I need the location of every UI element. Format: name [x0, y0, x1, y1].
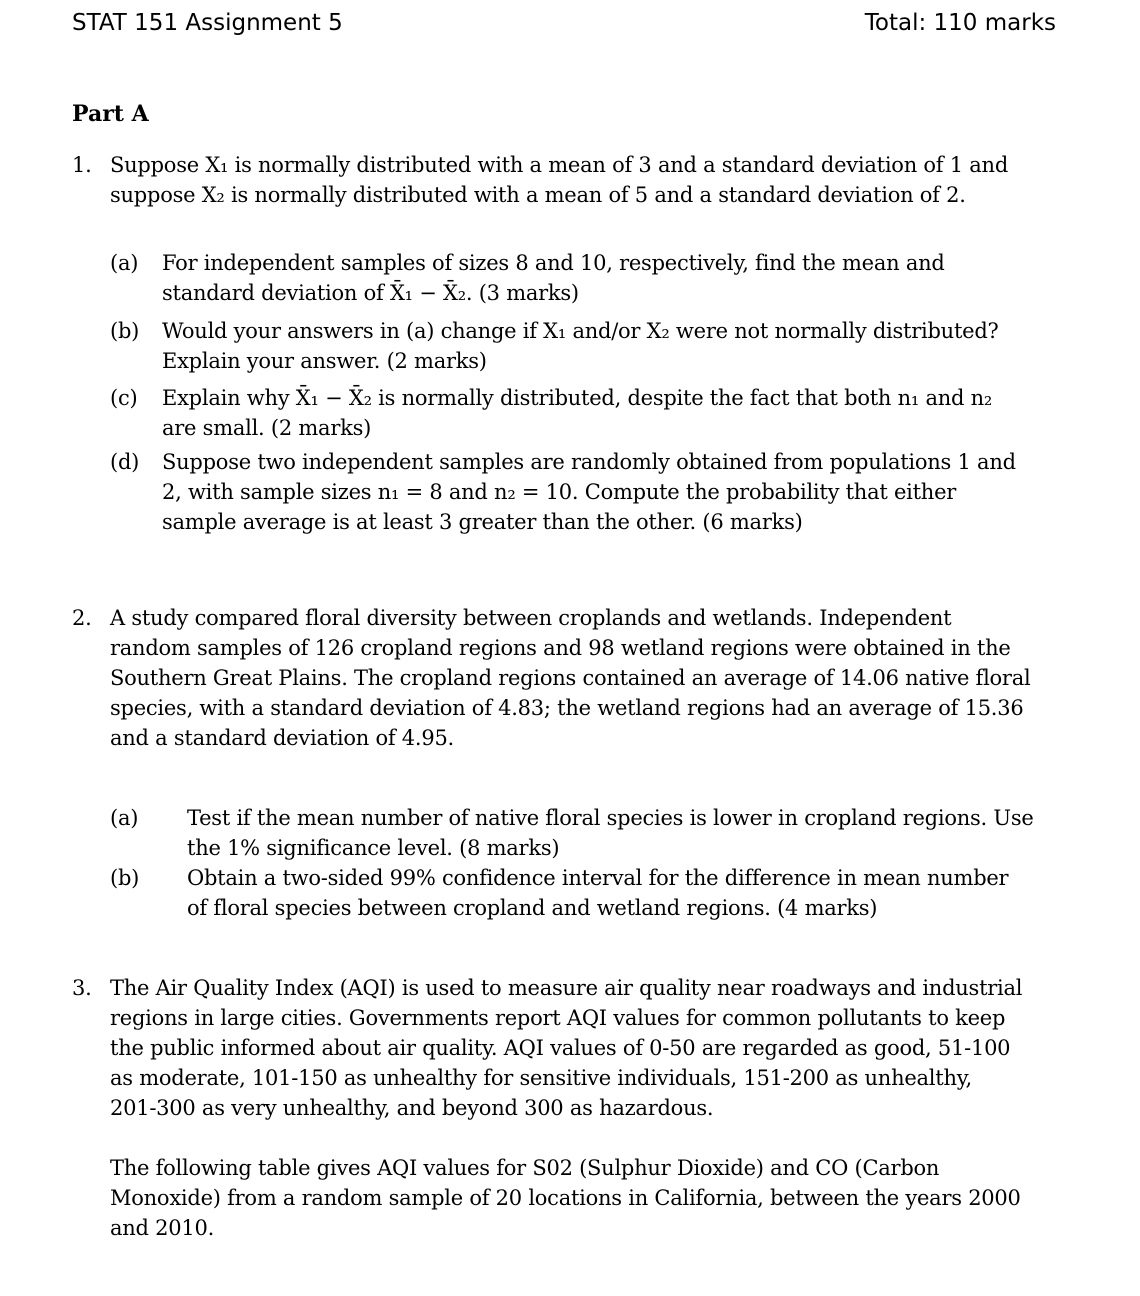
subquestion-text-line: Explain your answer. (2 marks)	[162, 349, 487, 373]
subquestion-text-line: standard deviation of X̄₁ − X̄₂. (3 marks)	[162, 281, 579, 305]
subquestion-label: (a)	[110, 806, 139, 830]
question-text-line: The Air Quality Index (AQI) is used to measure air quality near roadways and industrial	[110, 976, 1023, 1000]
question-text-line: and 2010.	[110, 1216, 215, 1240]
part-title: Part A	[72, 101, 149, 127]
question-text-line: suppose X₂ is normally distributed with a mean of 5 and a standard deviation of 2.	[110, 183, 966, 207]
question-1	[72, 150, 1072, 210]
question-3-paragraph-2	[72, 1153, 1082, 1243]
subquestion-text-line: Explain why X̄₁ − X̄₂ is normally distributed, despite the fact that both n₁ and n₂	[162, 386, 993, 410]
subquestion-text-line: the 1% significance level. (8 marks)	[187, 836, 560, 860]
question-text-line: and a standard deviation of 4.95.	[110, 726, 454, 750]
question-text-line: species, with a standard deviation of 4.83; the wetland regions had an average of 15.36	[110, 696, 1024, 720]
question-text-line: the public informed about air quality. AQI values of 0-50 are regarded as good, 51-100	[110, 1036, 1011, 1060]
question-text-line: random samples of 126 cropland regions and 98 wetland regions were obtained in the	[110, 636, 1011, 660]
question-number: 1.	[72, 153, 92, 177]
total-marks: Total: 110 marks	[864, 10, 1056, 36]
subquestion-text-line: are small. (2 marks)	[162, 416, 372, 440]
page-header	[72, 10, 1056, 44]
question-number: 2.	[72, 606, 92, 630]
question-text-line: regions in large cities. Governments report AQI values for common pollutants to keep	[110, 1006, 1006, 1030]
subquestion-text-line: Would your answers in (a) change if X₁ and/or X₂ were not normally distributed?	[162, 319, 999, 343]
subquestion-text-line: Test if the mean number of native floral species is lower in cropland regions. Use	[187, 806, 1034, 830]
subquestion-text-line: For independent samples of sizes 8 and 10, respectively, find the mean and	[162, 251, 945, 275]
subquestion-label: (d)	[110, 450, 140, 474]
question-text-line: as moderate, 101-150 as unhealthy for sensitive individuals, 151-200 as unhealthy,	[110, 1066, 972, 1090]
question-text-line: Monoxide) from a random sample of 20 locations in California, between the years 2000	[110, 1186, 1021, 1210]
subquestion-label: (b)	[110, 319, 140, 343]
subquestion-text-line: Suppose two independent samples are randomly obtained from populations 1 and	[162, 450, 1016, 474]
subquestion-text-line: sample average is at least 3 greater than the other. (6 marks)	[162, 510, 803, 534]
question-text-line: Southern Great Plains. The cropland regions contained an average of 14.06 native floral	[110, 666, 1031, 690]
question-text-line: A study compared floral diversity between croplands and wetlands. Independent	[110, 606, 952, 630]
question-3	[72, 973, 1082, 1123]
question-number: 3.	[72, 976, 92, 1000]
subquestion-label: (b)	[110, 866, 140, 890]
subquestion-text-line: Obtain a two-sided 99% confidence interval for the difference in mean number	[187, 866, 1009, 890]
subquestion-label: (a)	[110, 251, 139, 275]
subquestion-text-line: 2, with sample sizes n₁ = 8 and n₂ = 10. Compute the probability that either	[162, 480, 957, 504]
question-2	[72, 603, 1082, 753]
question-text-line: 201-300 as very unhealthy, and beyond 300 as hazardous.	[110, 1096, 714, 1120]
question-text-line: The following table gives AQI values for S02 (Sulphur Dioxide) and CO (Carbon	[110, 1156, 940, 1180]
assignment-title: STAT 151 Assignment 5	[72, 10, 343, 36]
subquestion-text-line: of floral species between cropland and wetland regions. (4 marks)	[187, 896, 878, 920]
question-text-line: Suppose X₁ is normally distributed with a mean of 3 and a standard deviation of 1 and	[110, 153, 1009, 177]
subquestion-label: (c)	[110, 386, 138, 410]
